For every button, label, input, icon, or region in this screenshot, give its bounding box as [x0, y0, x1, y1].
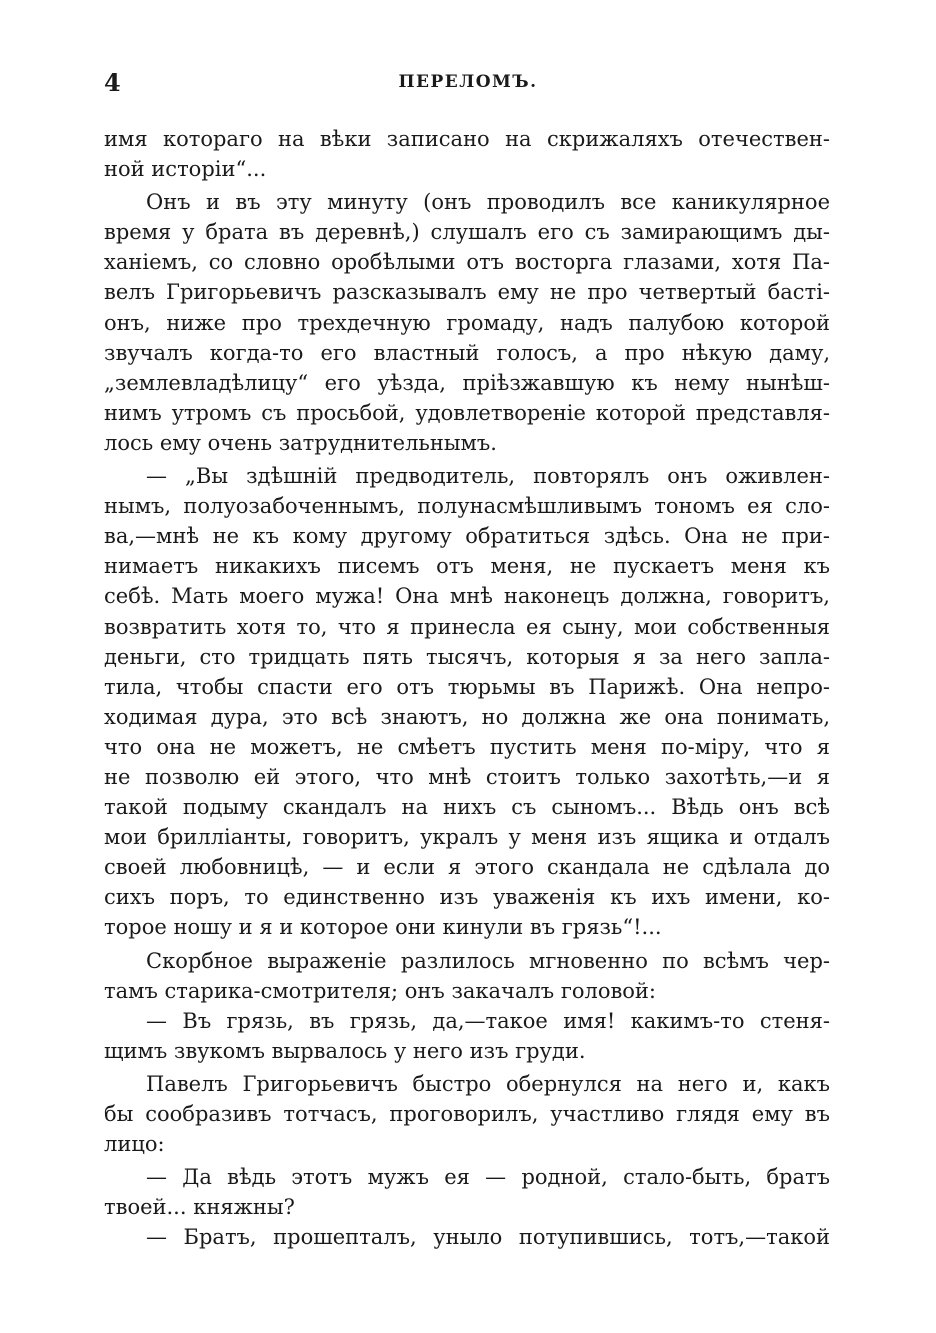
- text-line: — Да вѣдь этотъ мужъ ея — родной, стало-быть, братъ: [146, 1165, 830, 1190]
- text-line: нымъ, полуозабоченнымъ, полунасмѣшливымъ тономъ ея сло-: [104, 494, 830, 519]
- text-line: ханіемъ, со словно оробѣлыми отъ восторга глазами, хотя Па-: [104, 250, 830, 275]
- paragraph-1: [104, 124, 830, 184]
- text-line: нимъ утромъ съ просьбой, удовлетвореніе которой представля-: [104, 400, 830, 425]
- text-line: бы сообразивъ тотчасъ, проговорилъ, участливо глядя ему въ: [104, 1102, 830, 1126]
- text-line: велъ Григорьевичъ разсказывалъ ему не про четвертый басті-: [104, 280, 830, 305]
- text-line: „землевладѣлицу“ его уѣзда, пріѣзжавшую къ нему нынѣш-: [104, 370, 830, 395]
- text-line: деньги, сто тридцать пять тысячъ, которыя я за него запла-: [104, 644, 830, 669]
- text-line: Скорбное выраженіе разлилось мгновенно по всѣмъ чер-: [146, 948, 830, 973]
- text-line: ной исторіи“...: [104, 157, 267, 182]
- running-header: ПЕРЕЛОМЪ.: [398, 72, 538, 92]
- text-line: нимаетъ никакихъ писемъ отъ меня, не пускаетъ меня къ: [104, 554, 830, 579]
- text-line: онъ, ниже про трехдечную громаду, надъ палубою которой: [104, 310, 830, 335]
- paragraph-8: [104, 1222, 830, 1252]
- text-line: тила, чтобы спасти его отъ тюрьмы въ Парижѣ. Она непро-: [104, 674, 830, 699]
- text-line: что она не можетъ, не смѣетъ пустить меня по-міру, что я: [104, 734, 830, 759]
- text-line: лицо:: [104, 1132, 165, 1157]
- paragraph-2: [104, 187, 830, 458]
- text-line: твоей... княжны?: [104, 1195, 295, 1220]
- text-line: своей любовницѣ, — и если я этого скандала не сдѣлала до: [104, 855, 830, 880]
- paragraph-3: [104, 461, 830, 943]
- page-number: 4: [104, 68, 121, 97]
- paragraph-7: [104, 1162, 830, 1222]
- text-line: ва,—мнѣ не къ кому другому обратиться здѣсь. Она не при-: [104, 524, 830, 549]
- body-text: [104, 124, 830, 1252]
- text-line: себѣ. Мать моего мужа! Она мнѣ наконецъ должна, говоритъ,: [104, 584, 830, 609]
- text-line: торое ношу и я и которое они кинули въ грязь“!...: [104, 915, 662, 940]
- text-line: ходимая дура, это всѣ знаютъ, но должна же она понимать,: [104, 704, 830, 729]
- text-line: Онъ и въ эту минуту (онъ проводилъ все каникулярное: [146, 190, 830, 215]
- text-line: — Въ грязь, въ грязь, да,—такое имя! какимъ-то стеня-: [146, 1008, 830, 1033]
- text-line: такой подыму скандалъ на нихъ съ сыномъ... Вѣдь онъ всѣ: [104, 795, 830, 820]
- text-line: щимъ звукомъ вырвалось у него изъ груди.: [104, 1038, 586, 1063]
- text-line: возвратить хотя то, что я принесла ея сыну, мои собственныя: [104, 614, 830, 639]
- text-line: сихъ поръ, то единственно изъ уваженія къ ихъ имени, ко-: [104, 885, 830, 910]
- text-line: имя котораго на вѣки записано на скрижаляхъ отечествен-: [104, 127, 830, 151]
- text-line: тамъ старика-смотрителя; онъ закачалъ головой:: [104, 978, 657, 1003]
- paragraph-6: [104, 1069, 830, 1159]
- text-line: Павелъ Григорьевичъ быстро обернулся на него и, какъ: [146, 1071, 830, 1096]
- text-line: не позволю ей этого, что мнѣ стоитъ только захотѣть,—и я: [104, 764, 830, 789]
- text-line: звучалъ когда-то его властный голосъ, а про нѣкую даму,: [104, 340, 830, 365]
- text-line: мои брилліанты, говоритъ, укралъ у меня изъ ящика и отдалъ: [104, 825, 830, 850]
- text-line: — Братъ, прошепталъ, уныло потупившись, тотъ,—такой: [146, 1225, 830, 1250]
- text-line: лось ему очень затруднительнымъ.: [104, 430, 497, 455]
- paragraph-5: [104, 1006, 830, 1066]
- text-line: — „Вы здѣшній предводитель, повторялъ онъ оживлен-: [146, 464, 830, 489]
- paragraph-4: [104, 946, 830, 1006]
- text-line: время у брата въ деревнѣ,) слушалъ его съ замирающимъ ды-: [104, 220, 830, 245]
